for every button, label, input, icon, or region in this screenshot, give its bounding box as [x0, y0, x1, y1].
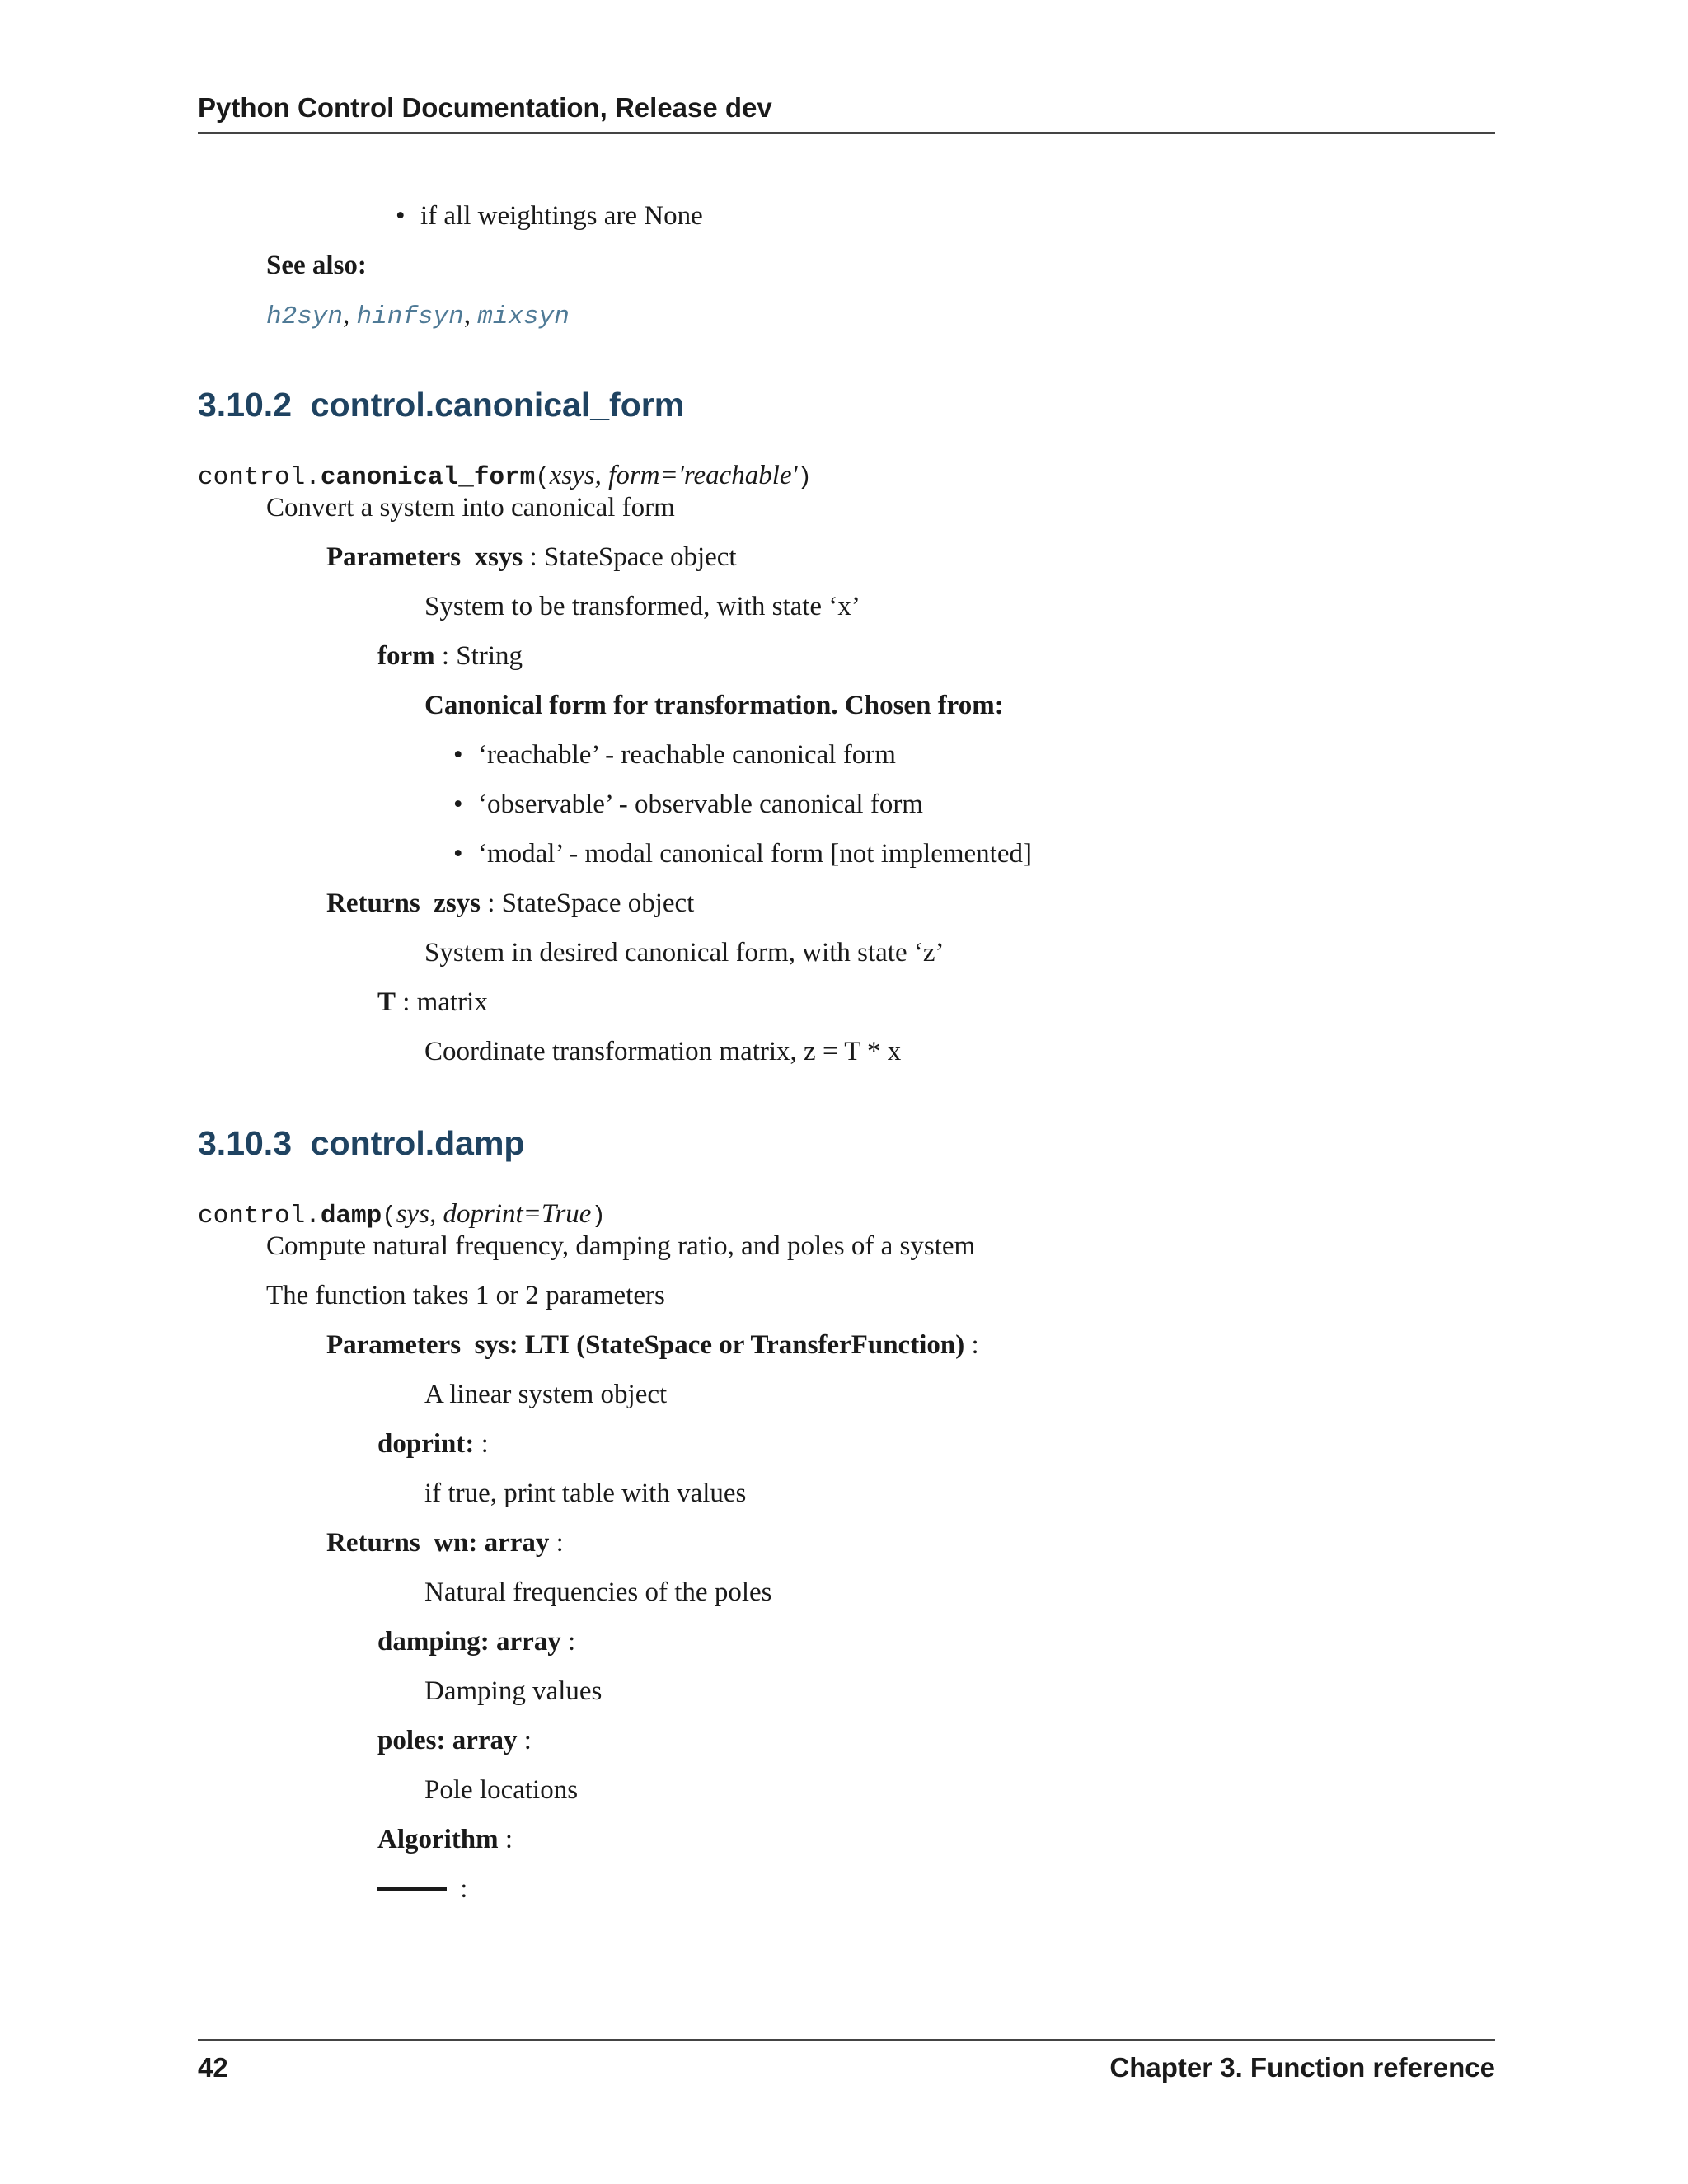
- bullet-item: • ‘observable’ - observable canonical form: [453, 790, 923, 819]
- function-signature-canonical-form: control.canonical_form(xsys, form='reachable'): [198, 461, 813, 492]
- section-heading-damp: 3.10.3 control.damp: [198, 1124, 525, 1162]
- param-description-heading: Canonical form for transformation. Chosen from:: [424, 691, 1004, 720]
- returns-row: Returns wn: array :: [326, 1528, 564, 1558]
- returns-description: Damping values: [424, 1676, 603, 1706]
- returns-description: Natural frequencies of the poles: [424, 1577, 772, 1607]
- bullet-item: • ‘reachable’ - reachable canonical form: [453, 740, 896, 770]
- param-row: Parameters xsys : StateSpace object: [326, 542, 737, 572]
- returns-description: System in desired canonical form, with state ‘z’: [424, 938, 945, 968]
- section-heading-canonical-form: 3.10.2 control.canonical_form: [198, 386, 685, 424]
- returns-row: Algorithm :: [377, 1825, 513, 1854]
- param-row: form : String: [377, 641, 523, 671]
- param-description: if true, print table with values: [424, 1479, 747, 1508]
- bullet-item: • if all weightings are None: [396, 201, 703, 231]
- returns-row: poles: array :: [377, 1726, 532, 1755]
- chapter-title: Chapter 3. Function reference: [1109, 2052, 1495, 2083]
- function-signature-damp: control.damp(sys, doprint=True): [198, 1199, 606, 1230]
- running-footer: [198, 2039, 1495, 2083]
- returns-description: Coordinate transformation matrix, z = T * x: [424, 1037, 902, 1066]
- returns-row: :: [377, 1872, 467, 1905]
- returns-row: T : matrix: [377, 987, 488, 1017]
- returns-row: Returns zsys : StateSpace object: [326, 888, 695, 918]
- see-also-label: See also:: [266, 251, 367, 280]
- link-h2syn[interactable]: h2syn: [266, 302, 344, 331]
- link-hinfsyn[interactable]: hinfsyn: [356, 302, 464, 331]
- function-note: The function takes 1 or 2 parameters: [266, 1281, 665, 1310]
- param-row: doprint: :: [377, 1429, 489, 1459]
- bullet-item: • ‘modal’ - modal canonical form [not implemented]: [453, 839, 1032, 869]
- param-description: A linear system object: [424, 1380, 668, 1409]
- link-mixsyn[interactable]: mixsyn: [477, 302, 570, 331]
- rule-line: [377, 1887, 447, 1891]
- function-summary: Convert a system into canonical form: [266, 493, 675, 523]
- param-description: System to be transformed, with state ‘x’: [424, 592, 860, 621]
- param-row: Parameters sys: LTI (StateSpace or TransferFunction) :: [326, 1330, 979, 1360]
- page-number: 42: [198, 2052, 228, 2083]
- running-header: Python Control Documentation, Release dev: [198, 92, 1495, 134]
- function-summary: Compute natural frequency, damping ratio, and poles of a system: [266, 1231, 976, 1261]
- returns-row: damping: array :: [377, 1627, 576, 1657]
- returns-description: Pole locations: [424, 1775, 579, 1805]
- see-also-links: h2syn, hinfsyn, mixsyn: [266, 300, 570, 331]
